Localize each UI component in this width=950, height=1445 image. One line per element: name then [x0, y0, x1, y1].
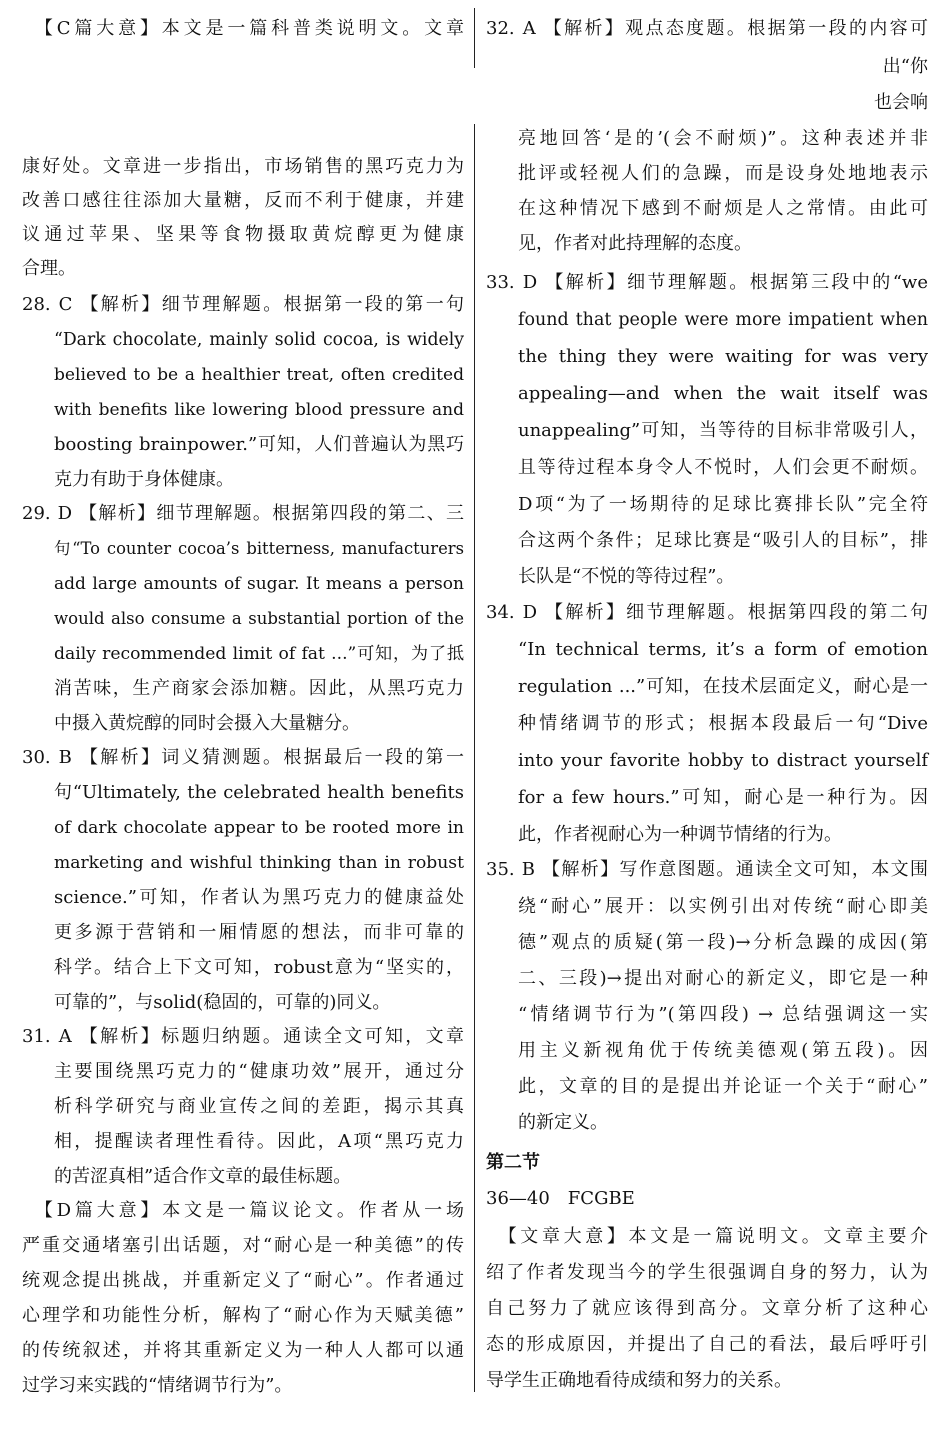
right-text-line: “情绪调节行为”(第四段) → 总结强调这一实	[518, 1004, 928, 1025]
right-text-line: appealing—and when the wait itself was	[518, 383, 928, 404]
left-text-line: 过学习来实践的“情绪调节行为”。	[22, 1375, 293, 1396]
left-text-line: 29. D 【解析】细节理解题。根据第四段的第二、三	[22, 503, 464, 524]
left-text-line: 中摄入黄烷醇的同时会摄入大量糖分。	[54, 713, 360, 734]
left-text-line: 30. B 【解析】词义猜测题。根据最后一段的第一	[22, 747, 464, 768]
left-text-line: 心理学和功能性分析，解构了“耐心作为天赋美德”	[22, 1305, 464, 1326]
left-text-line: 【C篇大意】本文是一篇科普类说明文。文章	[22, 18, 464, 39]
right-text-line: 的新定义。	[518, 1112, 608, 1133]
left-text-line: with benefits like lowering blood pressure and	[54, 400, 464, 420]
left-text-line: 合理。	[22, 258, 76, 279]
left-text-line: boosting brainpower.”可知，人们普遍认为黑巧	[54, 434, 464, 455]
right-text-line: 32. A 【解析】观点态度题。根据第一段的内容可	[486, 18, 928, 39]
right-text-line: 亮地回答‘是的’(会不耐烦)”。这种表述并非	[518, 128, 928, 149]
right-text-line: 【文章大意】本文是一篇说明文。文章主要介	[486, 1226, 928, 1247]
right-text-line: 导学生正确地看待成绩和努力的关系。	[486, 1370, 792, 1391]
right-text-line: 此，文章的目的是提出并论证一个关于“耐心”	[518, 1076, 928, 1097]
right-text-line: 见，作者对此持理解的态度。	[518, 233, 752, 254]
left-text-line: 克力有助于身体健康。	[54, 469, 234, 490]
right-text-line: unappealing”可知，当等待的目标非常吸引人，	[518, 420, 928, 441]
left-text-line: 的苦涩真相”适合作文章的最佳标题。	[54, 1166, 352, 1187]
left-text-line: add large amounts of sugar. It means a person	[54, 574, 464, 594]
left-text-line: science.”可知，作者认为黑巧克力的健康益处	[54, 887, 464, 908]
left-text-line: 31. A 【解析】标题归纳题。通读全文可知，文章	[22, 1026, 464, 1047]
left-text-line: 改善口感往往添加大量糖，反而不利于健康，并建	[22, 190, 464, 211]
right-text-line: 36—40 FCGBE	[486, 1188, 635, 1209]
left-text-line: 主要围绕黑巧克力的“健康功效”展开，通过分	[54, 1061, 464, 1082]
right-text-line: “In technical terms, it’s a form of emotion	[518, 639, 928, 660]
right-text-line: 二、三段)→提出对耐心的新定义，即它是一种	[518, 968, 928, 989]
left-text-line: 可靠的”，与solid(稳固的，可靠的)同义。	[54, 992, 391, 1013]
left-text-line: 28. C 【解析】细节理解题。根据第一段的第一句	[22, 294, 464, 315]
left-text-line: 句“To counter cocoa’s bitterness, manufacturers	[54, 539, 464, 558]
right-text-line: regulation ...”可知，在技术层面定义，耐心是一	[518, 676, 928, 697]
left-text-line: 科学。结合上下文可知，robust意为“坚实的，	[54, 957, 464, 978]
left-text-line: 更多源于营销和一厢情愿的想法，而非可靠的	[54, 922, 464, 943]
right-text-line: D项“为了一场期待的足球比赛排长队”完全符	[518, 494, 928, 515]
left-text-line: 统观念提出挑战，并重新定义了“耐心”。作者通过	[22, 1270, 464, 1291]
right-text-line: the thing they were waiting for was very	[518, 346, 928, 367]
left-text-line: daily recommended limit of fat ...”可知，为了抵	[54, 644, 464, 664]
column-divider-top	[474, 8, 475, 68]
right-text-line: 此，作者视耐心为一种调节情绪的行为。	[518, 824, 842, 845]
right-text-line: 第二节	[486, 1152, 540, 1173]
right-text-line: 34. D 【解析】细节理解题。根据第四段的第二句	[486, 602, 928, 623]
right-text-line: 种情绪调节的形式；根据本段最后一句“Dive	[518, 713, 928, 734]
right-text-line: 且等待过程本身令人不悦时，人们会更不耐烦。	[518, 457, 928, 478]
right-text-line: 33. D 【解析】细节理解题。根据第三段中的“we	[486, 272, 928, 293]
left-text-line: 相，提醒读者理性看待。因此，A项“黑巧克力	[54, 1131, 464, 1152]
right-text-line: found that people were more impatient when	[518, 310, 928, 330]
right-text-line: 自己努力了就应该得到高分。文章分析了这种心	[486, 1298, 928, 1319]
right-text-line: 绕“耐心”展开：以实例引出对传统“耐心即美	[518, 896, 928, 917]
left-text-line: “Dark chocolate, mainly solid cocoa, is widely	[54, 330, 464, 350]
left-text-line: 的传统叙述，并将其重新定义为一种人人都可以通	[22, 1340, 464, 1361]
right-text-line: 绍了作者发现当今的学生很强调自身的努力，认为	[486, 1262, 928, 1283]
left-text-line: 严重交通堵塞引出话题，对“耐心是一种美德”的传	[22, 1235, 464, 1256]
left-text-line: marketing and wishful thinking than in robust	[54, 853, 464, 873]
column-divider	[474, 124, 475, 1392]
left-text-line: 析科学研究与商业宣传之间的差距，揭示其真	[54, 1096, 464, 1117]
right-text-line: into your favorite hobby to distract yourself	[518, 750, 928, 771]
left-text-line: 康好处。文章进一步指出，市场销售的黑巧克力为	[22, 156, 464, 177]
right-text-line: for a few hours.”可知，耐心是一种行为。因	[518, 787, 928, 808]
left-text-line: 句“Ultimately, the celebrated health benefits	[54, 782, 464, 803]
right-text-line: 态的形成原因，并提出了自己的看法，最后呼吁引	[486, 1334, 928, 1355]
right-text-line: 批评或轻视人们的急躁，而是设身处地地表示	[518, 163, 928, 184]
right-text-line: 合这两个条件；足球比赛是“吸引人的目标”，排	[518, 530, 928, 551]
left-text-line: would also consume a substantial portion of the	[54, 609, 464, 628]
left-text-line: believed to be a healthier treat, often credited	[54, 365, 464, 385]
right-text-line: 出“你	[882, 56, 928, 77]
right-text-line: 35. B 【解析】写作意图题。通读全文可知，本文围	[486, 859, 928, 880]
left-text-line: 议通过苹果、坚果等食物摄取黄烷醇更为健康	[22, 224, 464, 245]
right-text-line: 在这种情况下感到不耐烦是人之常情。由此可	[518, 198, 928, 219]
left-text-line: 消苦味，生产商家会添加糖。因此，从黑巧克力	[54, 678, 464, 699]
left-text-line: 【D篇大意】本文是一篇议论文。作者从一场	[22, 1200, 464, 1221]
right-text-line: 也会响	[874, 92, 928, 113]
right-text-line: 用主义新视角优于传统美德观(第五段)。因	[518, 1040, 928, 1061]
right-text-line: 长队是“不悦的等待过程”。	[518, 566, 735, 587]
right-text-line: 德”观点的质疑(第一段)→分析急躁的成因(第	[518, 932, 928, 953]
left-text-line: of dark chocolate appear to be rooted more in	[54, 818, 464, 838]
